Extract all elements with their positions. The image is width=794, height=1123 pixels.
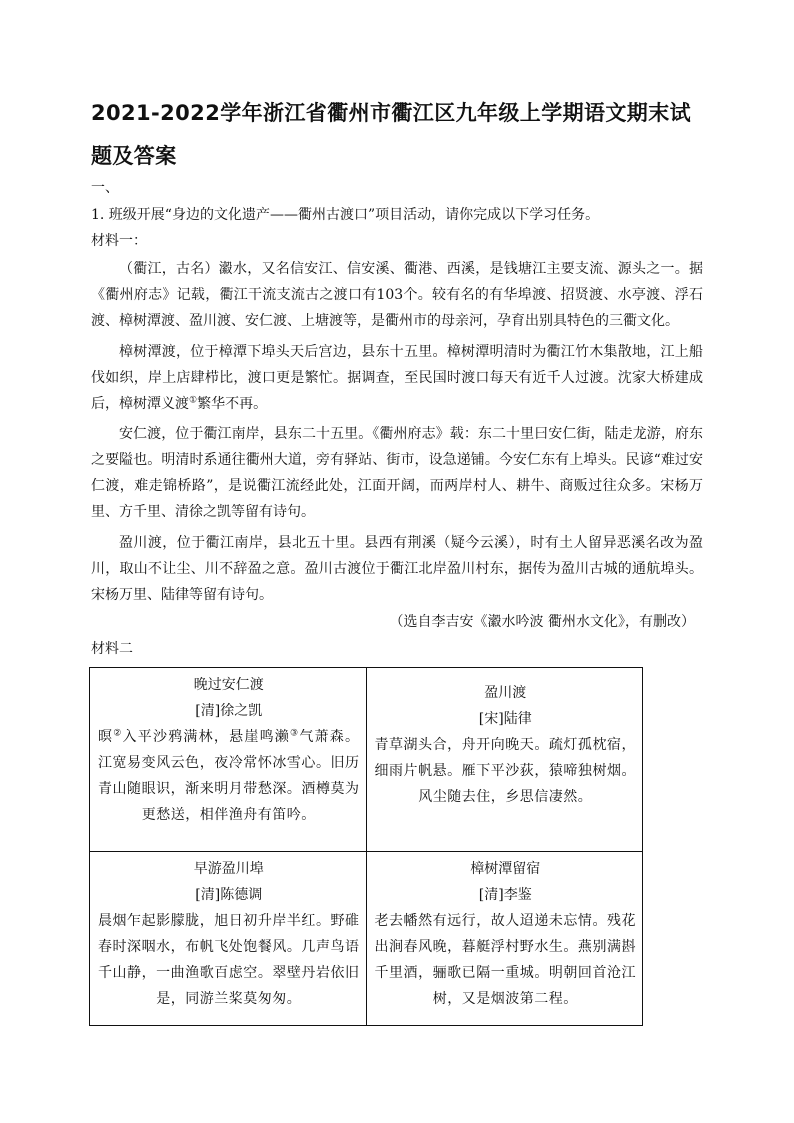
poem-cell <box>366 852 643 1026</box>
poem-author: [宋]陆律 <box>478 711 532 727</box>
poem-author: [清]陈德调 <box>195 887 263 903</box>
poem-row <box>90 668 643 852</box>
footnote-marker: ① <box>189 395 198 406</box>
poem-title: 樟树潭留宿 <box>470 861 541 877</box>
poem-title: 早游盈川埠 <box>193 861 264 877</box>
material-source: （选自李吉安《瀫水吟波 衢州水文化》，有删改） <box>389 614 695 630</box>
poem-author: [清]李鉴 <box>478 887 532 903</box>
poem-table <box>89 667 643 1026</box>
material-one-paragraph-3: 安仁渡，位于衢江南岸，县东二十五里。《衢州府志》载：东二十里曰安仁街，陆走龙游，府东之要隘也。明清时系通往衢州大道，旁有驿站、街市，设急递铺。今安仁东有上埠头。民谚“难过安仁渡，难走锦桥路”，是说衢江流经此处，江面开阔，而两岸村人、耕牛、商贩过往众多。宋杨万里、方千里、清徐之凯等留有诗句。 <box>91 426 703 520</box>
material-one-paragraph-2 <box>91 339 703 417</box>
paragraph-2-text: 樟树潭渡，位于樟潭下埠头天后宫边，县东十五里。樟树潭明清时为衢江竹木集散地，江上船伐如织，岸上店肆栉比，渡口更是繁忙。据调查，至民国时渡口每天有近千人过渡。沈家大桥建成后，樟树潭义渡 <box>91 344 703 412</box>
footnote-marker: ② <box>113 728 123 739</box>
poem-text <box>98 724 360 828</box>
material-one-label: 材料一： <box>91 233 147 249</box>
poem-cell <box>366 668 643 852</box>
poem-cell <box>90 668 367 852</box>
poem-text: 老去幡然有远行，故人迢递未忘情。残花出涧春风晚，暮艇浮村野水生。燕别满斟千里酒，骊歌已隔一重城。明朝回首沧江树，又是烟波第二程。 <box>374 913 636 1007</box>
poem-text: 晨烟乍起影朦胧，旭日初升岸半红。野碓春时深咽水，布帆飞处饱餐风。几声鸟语千山静，一曲渔歌百虑空。翠壁丹岩依旧是，同游兰桨莫匆匆。 <box>98 913 360 1007</box>
section-label: 一、 <box>91 180 119 196</box>
paragraph-2-tail: 繁华不再。 <box>197 396 268 412</box>
poem-text-part: 入平沙鸦满林，悬崖鸣濑 <box>122 729 291 745</box>
poem-text: 青草湖头合，舟开向晚天。疏灯孤枕宿，细雨片帆悬。雁下平沙荻，猿啼独树烟。风尘随去住，乡思信凄然。 <box>374 737 636 805</box>
material-one-paragraph-1: （衢江，古名）瀫水，又名信安江、信安溪、衢港、西溪，是钱塘江主要支流、源头之一。据《衢州府志》记载，衢江干流支流古之渡口有103个。较有名的有华埠渡、招贤渡、水亭渡、浮石渡、樟树潭渡、盈川渡、安仁渡、上塘渡等，是衢州市的母亲河，孕育出别具特色的三衢文化。 <box>91 261 703 329</box>
poem-text-part: 暝 <box>98 729 114 745</box>
poem-text-part: 气萧森。江宽易变风云色，夜冷常怀冰雪心。旧历青山随眼识，渐来明月带愁深。酒樽莫为更愁送，相伴渔舟有笛吟。 <box>98 729 360 823</box>
footnote-marker: ③ <box>290 728 300 739</box>
poem-row <box>90 852 643 1026</box>
question-text: 1. 班级开展“身边的文化遗产——衢州古渡口”项目活动，请你完成以下学习任务。 <box>91 207 600 223</box>
material-two-label: 材料二 <box>91 641 133 657</box>
poem-cell <box>90 852 367 1026</box>
document-title: 2021-2022学年浙江省衢州市衢江区九年级上学期语文期末试题及答案 <box>91 101 692 168</box>
poem-title: 晚过安仁渡 <box>193 677 264 693</box>
poem-author: [清]徐之凯 <box>195 703 263 719</box>
material-one-paragraph-4: 盈川渡，位于衢江南岸，县北五十里。县西有荆溪（疑今云溪），时有土人留异恶溪名改为盈川，取山不让尘、川不辞盈之意。盈川古渡位于衢江北岸盈川村东，据传为盈川古城的通航埠头。宋杨万里、陆律等留有诗句。 <box>91 535 703 603</box>
poem-title: 盈川渡 <box>484 685 527 701</box>
